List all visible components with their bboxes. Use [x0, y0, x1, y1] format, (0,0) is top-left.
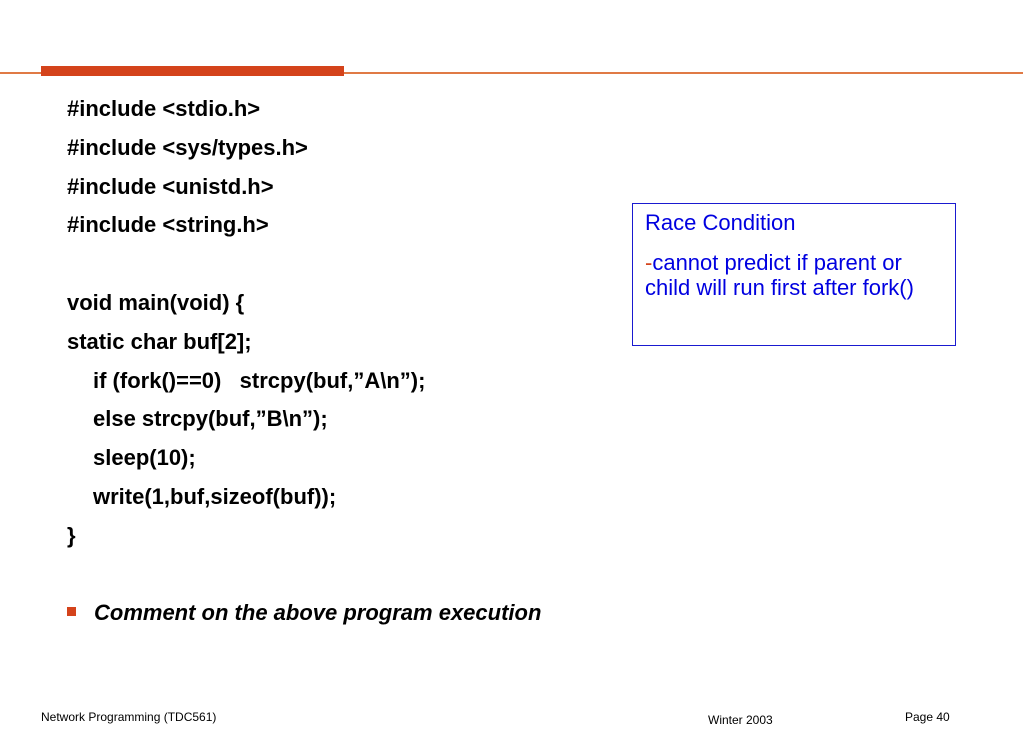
footer-term: Winter 2003: [708, 713, 773, 727]
callout-title: Race Condition: [645, 210, 796, 235]
code-line: if (fork()==0) strcpy(buf,”A\n”);: [93, 367, 426, 393]
code-block: [67, 94, 425, 560]
bullet-square-icon: [67, 607, 76, 616]
footer-course: Network Programming (TDC561): [41, 710, 217, 724]
code-line: #include <stdio.h>: [67, 96, 261, 121]
code-line-blank: [67, 249, 425, 288]
bullet-text: Comment on the above program execution: [94, 600, 542, 625]
callout-dash: -: [645, 250, 653, 275]
code-line: write(1,buf,sizeof(buf));: [93, 483, 337, 509]
code-line: void main(void) {: [67, 289, 245, 315]
callout-body-text: cannot predict if parent or child will run first after fork(): [645, 250, 914, 300]
code-line: #include <string.h>: [67, 212, 269, 238]
code-line: static char buf[2];: [67, 328, 252, 354]
bullet-item: [67, 600, 541, 626]
code-line: else strcpy(buf,”B\n”);: [93, 406, 328, 432]
header-accent-bar: [41, 66, 344, 76]
footer-page-number: Page 40: [905, 710, 950, 724]
code-line: sleep(10);: [93, 445, 196, 471]
code-line: #include <sys/types.h>: [67, 134, 308, 160]
code-line: #include <unistd.h>: [67, 173, 274, 199]
code-line: }: [67, 522, 76, 548]
race-condition-callout: [632, 203, 956, 346]
callout-body: [645, 250, 945, 300]
